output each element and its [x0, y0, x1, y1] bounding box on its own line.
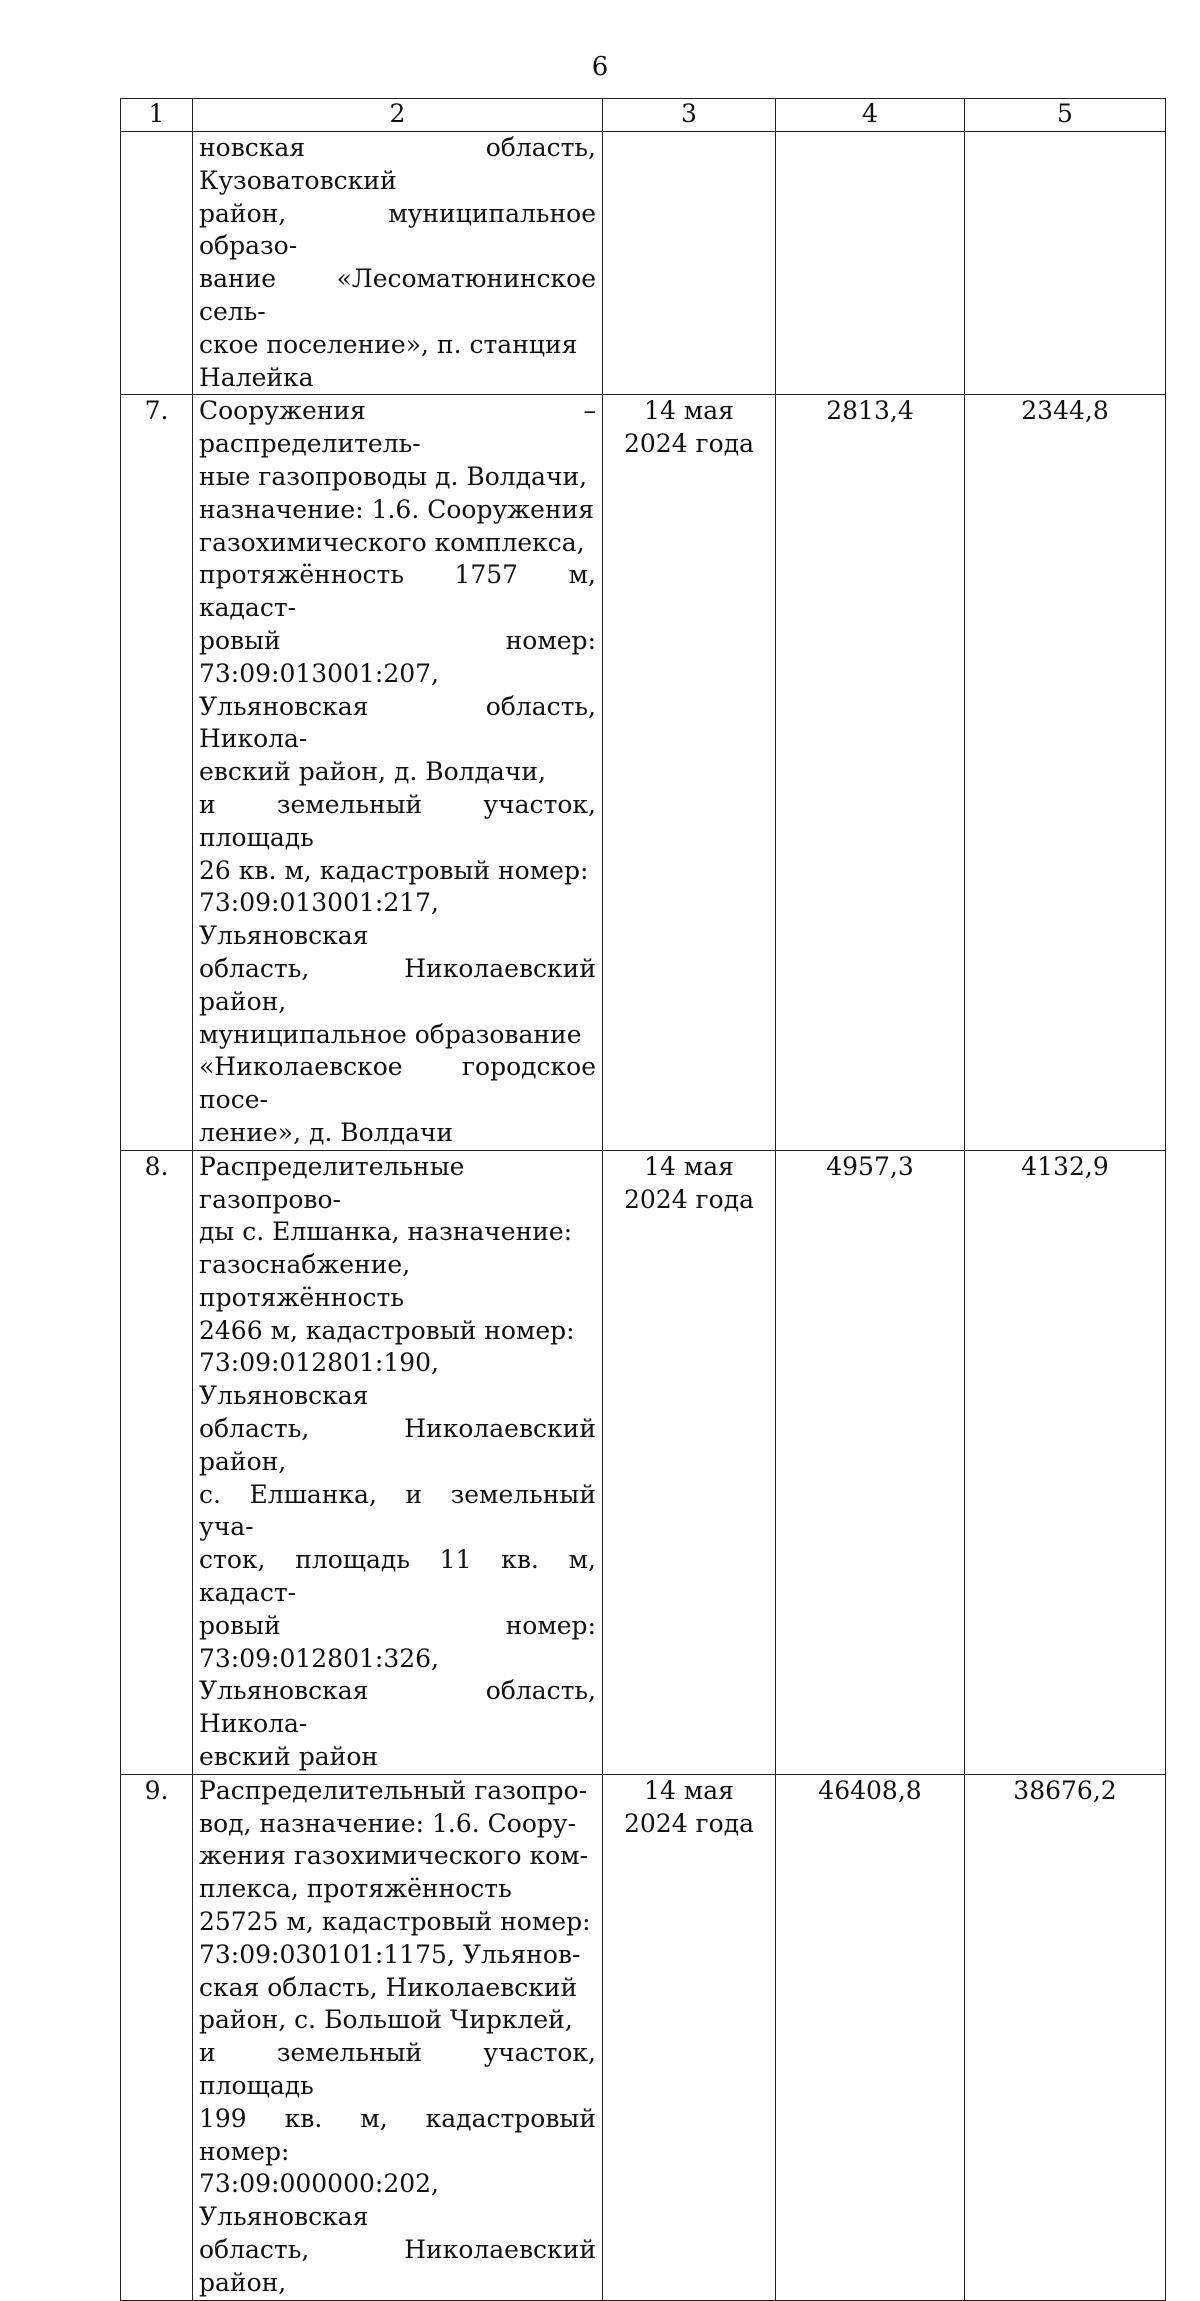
description-line: 73:09:013001:217, Ульяновская: [199, 888, 439, 951]
value-cell-5: 4132,9: [965, 1150, 1166, 1774]
column-header-1: 1: [121, 99, 193, 132]
description-line: жения газохимического ком-: [199, 1841, 589, 1871]
table-header: [121, 99, 1166, 132]
description-line: плекса, протяжённость: [199, 1874, 512, 1904]
description-line: ды с. Елшанка, назначение:: [199, 1217, 573, 1247]
description-line: евский район: [199, 1742, 379, 1772]
row-number: 8.: [121, 1150, 193, 1774]
description-line: 25725 м, кадастровый номер:: [199, 1907, 591, 1937]
description-line: назначение: 1.6. Сооружения: [199, 494, 595, 524]
description-line: Ульяновская область, Никола-: [199, 1676, 596, 1739]
value-cell-5: [965, 132, 1166, 395]
description-line: с. Елшанка, и земельный уча-: [199, 1479, 596, 1542]
date-cell: [603, 395, 776, 1150]
column-header-2: 2: [193, 99, 603, 132]
description-line: Ульяновская область, Никола-: [199, 691, 596, 754]
description-line: область, Николаевский район,: [199, 2235, 596, 2297]
date-line: 14 мая: [644, 396, 734, 426]
description-line: новская область, Кузоватовский: [199, 133, 596, 195]
row-number-cell: [121, 132, 193, 395]
property-table: [120, 98, 1166, 2301]
value-cell-4: [776, 132, 965, 395]
date-cell: [603, 1150, 776, 1774]
date-cell: [603, 1774, 776, 2300]
description-line: район, муниципальное образо-: [199, 198, 596, 261]
column-header-3: 3: [603, 99, 776, 132]
header-row: [121, 99, 1166, 132]
table-row-continuation: [121, 132, 1166, 395]
description-line: 73:09:012801:190, Ульяновская: [199, 1348, 439, 1411]
description-line: область, Николаевский район,: [199, 1414, 596, 1476]
description-line: газоснабжение, протяжённость: [199, 1250, 411, 1312]
description-line: евский район, д. Волдачи,: [199, 757, 546, 787]
description-line: Налейка: [199, 362, 314, 392]
date-line: 14 мая: [644, 1151, 734, 1181]
table-row: [121, 1150, 1166, 1774]
value-cell-5: 2344,8: [965, 395, 1166, 1150]
description-line: область, Николаевский район,: [199, 953, 596, 1016]
table-row: [121, 1774, 1166, 2300]
description-line: и земельный участок, площадь: [199, 2038, 596, 2101]
description-line: ные газопроводы д. Волдачи,: [199, 461, 588, 491]
description-cell: [193, 132, 603, 395]
value-cell-4: 46408,8: [776, 1774, 965, 2300]
page-number: 6: [591, 52, 609, 82]
description-line: ровый номер: 73:09:012801:326,: [199, 1610, 596, 1673]
value-cell-4: 4957,3: [776, 1150, 965, 1774]
description-line: район, с. Большой Чирклей,: [199, 2005, 573, 2035]
description-line: ление», д. Волдачи: [199, 1117, 454, 1147]
row-number: 7.: [121, 395, 193, 1150]
description-line: 26 кв. м, кадастровый номер:: [199, 855, 589, 885]
description-line: протяжённость 1757 м, кадаст-: [199, 560, 596, 623]
description-line: сток, площадь 11 кв. м, кадаст-: [199, 1545, 596, 1608]
description-line: 73:09:000000:202, Ульяновская: [199, 2169, 439, 2232]
description-line: газохимического комплекса,: [199, 527, 585, 557]
description-line: Распределительный газопро-: [199, 1775, 588, 1805]
column-header-5: 5: [965, 99, 1166, 132]
description-cell: [193, 1774, 603, 2300]
description-line: «Николаевское городское посе-: [199, 1052, 596, 1115]
column-header-4: 4: [776, 99, 965, 132]
value-cell-4: 2813,4: [776, 395, 965, 1150]
description-line: 2466 м, кадастровый номер:: [199, 1315, 575, 1345]
description-line: 73:09:030101:1175, Ульянов-: [199, 1939, 581, 1969]
description-line: ская область, Николаевский: [199, 1972, 578, 2002]
description-line: вание «Лесоматюнинское сель-: [199, 264, 596, 326]
description-cell: [193, 395, 603, 1150]
description-line: Сооружения – распределитель-: [199, 396, 596, 459]
table-row: [121, 395, 1166, 1150]
description-line: муниципальное образование: [199, 1019, 582, 1049]
description-line: ское поселение», п. станция: [199, 329, 578, 359]
description-cell: [193, 1150, 603, 1774]
row-number: 9.: [121, 1774, 193, 2300]
date-line: 2024 года: [623, 429, 755, 459]
date-cell: [603, 132, 776, 395]
date-line: 14 мая: [644, 1775, 734, 1805]
description-line: вод, назначение: 1.6. Соору-: [199, 1808, 577, 1838]
description-line: 199 кв. м, кадастровый номер:: [199, 2103, 596, 2166]
description-line: ровый номер: 73:09:013001:207,: [199, 625, 596, 688]
table-body: [121, 132, 1166, 2301]
date-line: 2024 года: [623, 1808, 755, 1838]
value-cell-5: 38676,2: [965, 1774, 1166, 2300]
date-line: 2024 года: [623, 1184, 755, 1214]
description-line: Распределительные газопрово-: [199, 1151, 465, 1214]
description-line: и земельный участок, площадь: [199, 789, 596, 852]
